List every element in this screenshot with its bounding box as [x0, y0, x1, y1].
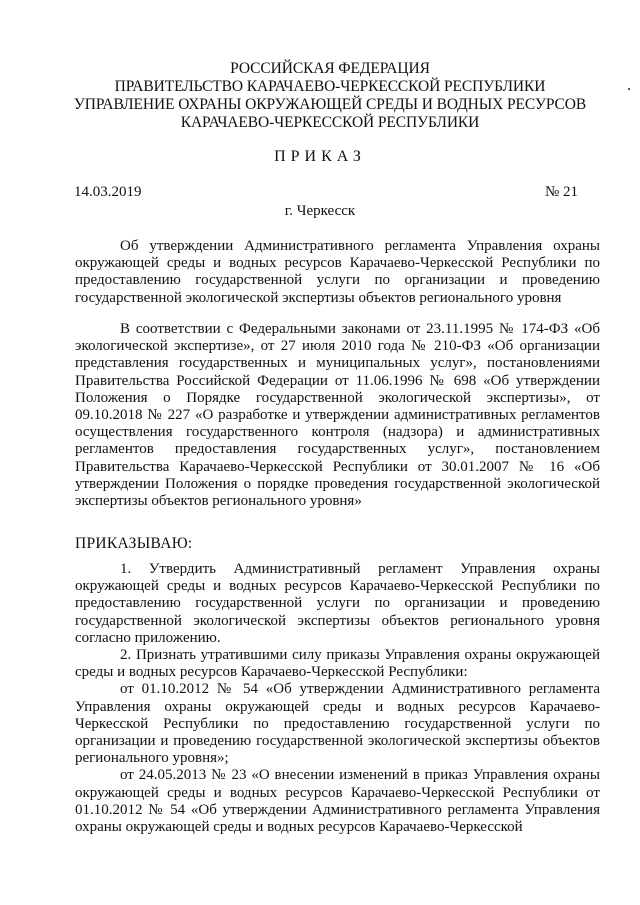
- order-item-1: 1. Утвердить Административный регламент Управления охраны окружающей среды и водных ресурсов Карачаево-Черкесской Республики по предоставлению государственной услуги по организации и проведению государственной экологической экспертизы объектов регионального уровня согласно приложению.: [75, 561, 600, 646]
- order-subitem-1: от 01.10.2012 № 54 «Об утверждении Административного регламента Управления охраны окружающей среды и водных ресурсов Карачаево-Черкесской Республики по предоставлению государственной услуги по организации и проведению государственной экологической экспертизы объектов регионального уровня»;: [75, 681, 600, 767]
- subject-paragraph: Об утверждении Административного регламента Управления охраны окружающей среды и водных ресурсов Карачаево-Черкесской Республики по предоставлению государственной услуги по организации и проведению государственной экологической экспертизы объектов регионального уровня: [75, 238, 600, 306]
- order-subitem-2: от 24.05.2013 № 23 «О внесении изменений в приказ Управления охраны окружающей среды и водных ресурсов Карачаево-Черкесской Республики от 01.10.2012 № 54 «Об утверждении Административного регламента Управления охраны окружающей среды и водных ресурсов Карачаево-Черкесской: [75, 767, 600, 836]
- header-government: ПРАВИТЕЛЬСТВО КАРАЧАЕВО-ЧЕРКЕССКОЙ РЕСПУБЛИКИ: [114, 78, 546, 95]
- order-item-2: 2. Признать утратившими силу приказы Управления охраны окружающей среды и водных ресурсов Карачаево-Черкесской Республики:: [75, 647, 600, 681]
- order-title: ПРИКАЗ: [274, 148, 366, 165]
- order-date: 14.03.2019: [74, 184, 142, 200]
- preamble-paragraph: В соответствии с Федеральными законами от 23.11.1995 № 174-ФЗ «Об экологической экспертизе», от 27 июля 2010 года № 210-ФЗ «Об организации представления государственных и муниципальных услуг», постановлениями Правительства Российской Федерации от 11.06.1996 № 698 «Об утверждении Положения о Порядке государственной экологической экспертизы», от 09.10.2018 № 227 «О разработке и утверждении административных регламентов осуществления государственного контроля (надзора) и административных регламентов предоставления государственных услуг», постановлением Правительства Карачаево-Черкесской Республики от 30.01.2007 № 16 «Об утверждении Положения о порядке проведения государственной экологической экспертизы объектов регионального уровня»: [75, 321, 600, 510]
- order-subject: [75, 238, 600, 307]
- orders-list: [75, 561, 600, 836]
- document-header: [60, 60, 600, 132]
- header-republic: КАРАЧАЕВО-ЧЕРКЕССКОЙ РЕСПУБЛИКИ: [180, 114, 480, 131]
- scan-speck: [628, 88, 630, 90]
- header-department: УПРАВЛЕНИЕ ОХРАНЫ ОКРУЖАЮЩЕЙ СРЕДЫ И ВОДНЫХ РЕСУРСОВ: [73, 96, 587, 113]
- header-country: РОССИЙСКАЯ ФЕДЕРАЦИЯ: [230, 60, 430, 77]
- order-city: г. Черкесск: [284, 203, 356, 219]
- order-preamble: [75, 321, 600, 510]
- order-number: № 21: [544, 184, 578, 200]
- orders-heading: ПРИКАЗЫВАЮ:: [75, 535, 193, 552]
